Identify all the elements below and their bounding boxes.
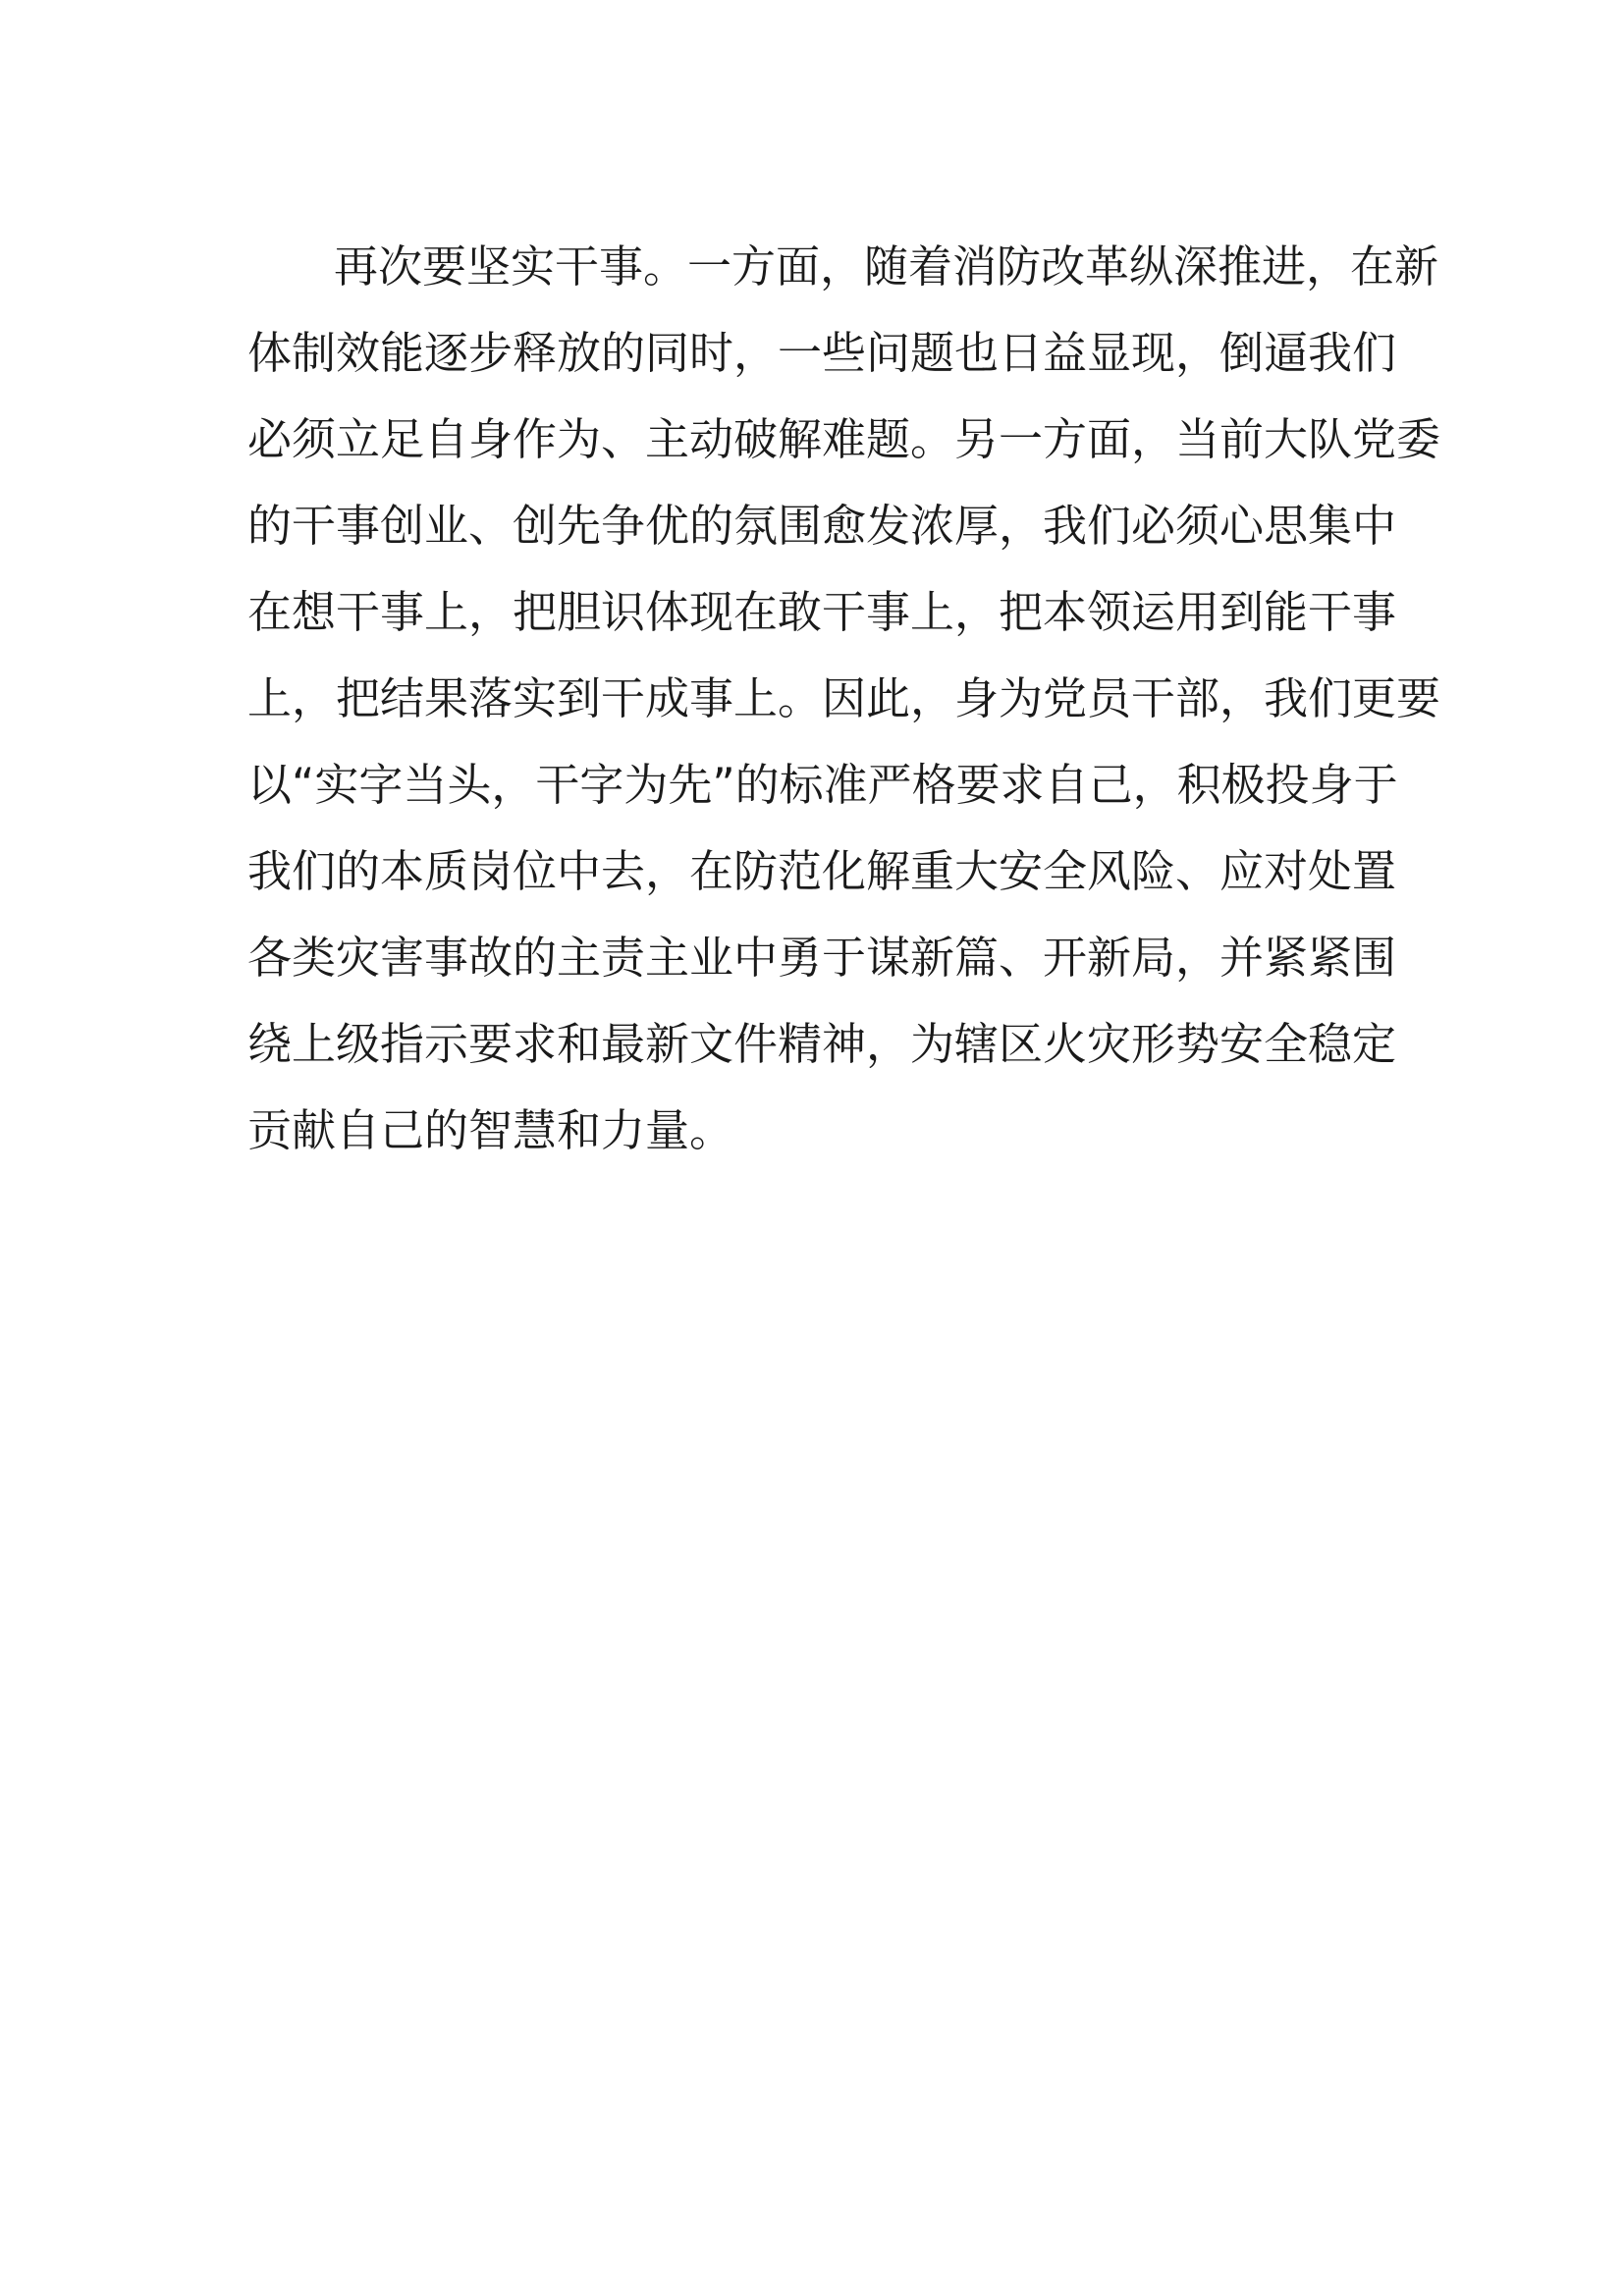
paragraph-line: 的干事创业、创先争优的氛围愈发浓厚，我们必须心思集中 [247, 500, 1397, 552]
paragraph-line: 绕上级指示要求和最新文件精神，为辖区火灾形势安全稳定 [247, 1018, 1397, 1070]
paragraph-line: 再次要坚实干事。一方面，随着消防改革纵深推进，在新 [334, 240, 1439, 293]
paragraph-line: 必须立足自身作为、主动破解难题。另一方面，当前大队党委 [247, 413, 1441, 465]
paragraph-line: 贡献自己的智慧和力量。 [247, 1104, 734, 1156]
paragraph-line: 以“实字当头，干字为先”的标准严格要求自己，积极投身于 [247, 759, 1398, 811]
paragraph-line: 各类灾害事故的主责主业中勇于谋新篇、开新局，并紧紧围 [247, 932, 1397, 984]
paragraph-line: 上，把结果落实到干成事上。因此，身为党员干部，我们更要 [247, 672, 1441, 724]
paragraph-line: 体制效能逐步释放的同时，一些问题也日益显现，倒逼我们 [247, 327, 1397, 379]
body-paragraph [247, 224, 1441, 1174]
paragraph-line: 我们的本质岗位中去，在防范化解重大安全风险、应对处置 [247, 845, 1397, 897]
paragraph-line: 在想干事上，把胆识体现在敢干事上，把本领运用到能干事 [247, 586, 1397, 638]
